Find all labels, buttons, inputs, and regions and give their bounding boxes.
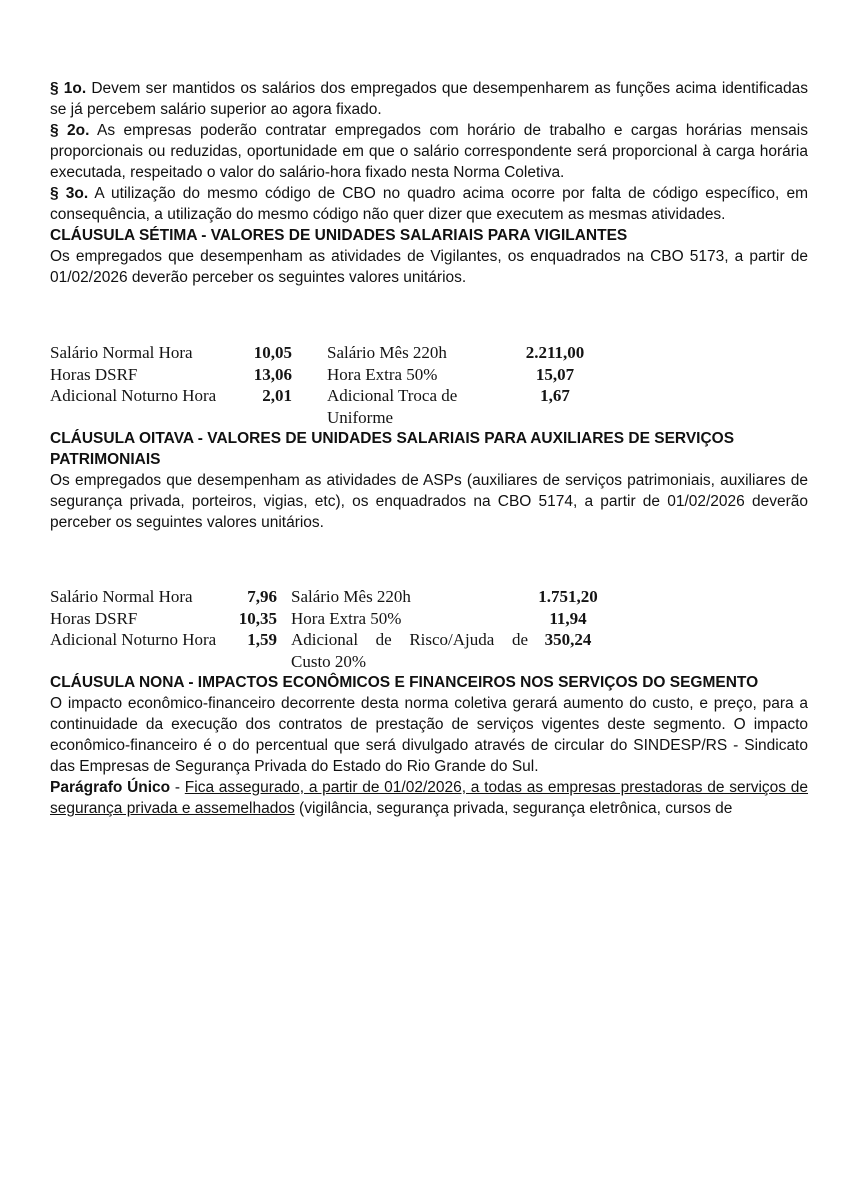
table-cell-label: Adicional Noturno Hora [50,386,217,405]
table-cell-value: 11,94 [549,608,587,628]
paragraph-1 [50,78,808,120]
paragraph-3 [50,183,808,225]
salary-table-asps [50,586,808,672]
paragraph-unico-underlined-text: Fica assegurado, a partir de 01/02/2026, a todas as empresas prestadoras de serviços de segurança privada e assemelhados [50,779,809,817]
paragraph-unico [50,777,808,819]
table-cell-value: 2,01 [262,386,292,405]
table-cell-label: Salário Normal Hora [50,343,193,362]
table-cell-label: Adicional Troca de Uniforme [327,386,458,427]
paragraph-unico-rest: (vigilância, segurança privada, segurança eletrônica, cursos de [299,800,733,817]
paragraph-2 [50,120,808,183]
table-cell-label: Adicional Noturno Hora [50,630,217,649]
paragraph-3-text: A utilização do mesmo código de CBO no quadro acima ocorre por falta de código específico, em consequência, a utilização do mesmo código não quer dizer que executem as mesmas atividades. [50,185,808,223]
table-cell-value: 350,24 [544,630,592,649]
paragraph-3-prefix: § 3o. [50,185,89,202]
table-cell-value: 1,59 [247,630,277,649]
table-cell-label: Adicional de Risco/Ajuda de Custo 20% [291,630,528,671]
table-cell-label: Salário Mês 220h [327,343,447,362]
table-cell-value: 2.211,00 [525,343,585,362]
paragraph-impacto: O impacto econômico-financeiro decorrente desta norma coletiva gerará aumento do custo, e preço, para a continuidade da execução dos contratos de prestação de serviços vigentes deste segmento. O impacto econômico-financeiro é o do percentual que será divulgado através de circular do SINDESP/RS - Sindicato das Empresas de Segurança Privada do Estado do Rio Grande do Sul. [50,695,808,775]
table-cell-value: 10,35 [238,608,277,628]
paragraph-unico-separator: - [174,779,181,796]
table-cell-label: Salário Normal Hora [50,587,193,606]
salary-table-vigilantes [50,342,808,428]
table-cell-value: 13,06 [253,364,292,384]
paragraph-2-prefix: § 2o. [50,122,90,139]
table-cell-label: Hora Extra 50% [291,608,402,628]
table-cell-value: 7,96 [247,587,277,606]
table-cell-label: Hora Extra 50% [327,364,438,384]
clause-oitava-heading: CLÁUSULA OITAVA - VALORES DE UNIDADES SALARIAIS PARA AUXILIARES DE SERVIÇOS PATRIMONIAIS [50,430,735,468]
paragraph-1-prefix: § 1o. [50,80,87,97]
paragraph-vigilantes-intro: Os empregados que desempenham as atividades de Vigilantes, os enquadrados na CBO 5173, a partir de 01/02/2026 deverão perceber os seguintes valores unitários. [50,248,808,286]
paragraph-1-text: Devem ser mantidos os salários dos empregados que desempenharem as funções acima identificadas se já percebem salário superior ao agora fixado. [50,80,808,118]
table-cell-label: Horas DSRF [50,608,138,628]
table-cell-label: Salário Mês 220h [291,587,411,606]
paragraph-asps-intro: Os empregados que desempenham as atividades de ASPs (auxiliares de serviços patrimoniais, auxiliares de segurança privada, porteiros, vigias, etc), os enquadrados na CBO 5174, a partir de 01/02/2026 deverão perceber os seguintes valores unitários. [50,472,808,531]
paragraph-unico-prefix: Parágrafo Único [50,779,171,796]
table-cell-value: 1.751,20 [538,587,598,606]
paragraph-2-text: As empresas poderão contratar empregados com horário de trabalho e cargas horárias mensais proporcionais ou reduzidas, oportunidade em que o salário correspondente será proporcional à carga horária executada, respeitado o valor do salário-hora fixado nesta Norma Coletiva. [50,122,808,181]
clause-nona-heading: CLÁUSULA NONA - IMPACTOS ECONÔMICOS E FINANCEIROS NOS SERVIÇOS DO SEGMENTO [50,674,759,691]
table-cell-label: Horas DSRF [50,364,138,384]
clause-setima-heading: CLÁUSULA SÉTIMA - VALORES DE UNIDADES SALARIAIS PARA VIGILANTES [50,227,628,244]
table-cell-value: 10,05 [253,343,292,362]
table-cell-value: 1,67 [540,386,570,405]
table-cell-value: 15,07 [535,364,575,384]
